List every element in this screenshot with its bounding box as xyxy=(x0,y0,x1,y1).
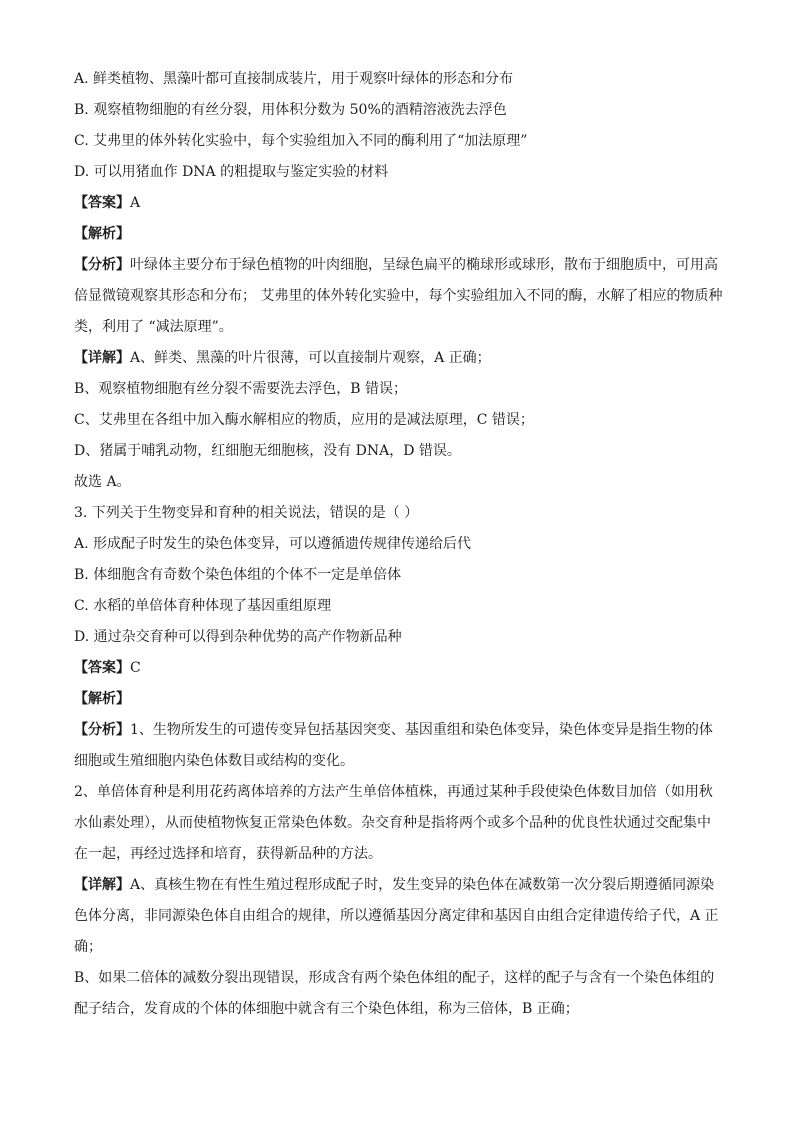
fenxi-line: 倍显微镜观察其形态和分布； 艾弗里的体外转化实验中，每个实验组加入不同的酶，水解了相应的物质种 xyxy=(74,288,723,304)
answer-value: C xyxy=(130,660,141,676)
answer-tag: 【答案】 xyxy=(74,660,130,676)
answer-value: A xyxy=(130,195,141,211)
xiangjie-line: 配子结合，发育成的个体的体细胞中就含有三个染色体组，称为三倍体，B 正确； xyxy=(74,1001,579,1017)
xiangjie-line: B、观察植物细胞有丝分裂不需要洗去浮色，B 错误； xyxy=(74,381,408,397)
q3-analysis-heading: 【解析】 xyxy=(74,691,130,707)
fenxi-line: 2、单倍体育种是利用花药离体培养的方法产生单倍体植株，再通过某种手段使染色体数目加倍（如用秋 xyxy=(74,784,713,800)
fenxi-tag: 【分析】 xyxy=(74,257,130,273)
q3-fenxi xyxy=(74,715,724,870)
xiangjie-line: C、艾弗里在各组中加入酶水解相应的物质，应用的是减法原理，C 错误； xyxy=(74,412,534,428)
q2-analysis-heading: 【解析】 xyxy=(74,226,130,242)
fenxi-line: 水仙素处理），从而使植物恢复正常染色体数。杂交育种是指将两个或多个品种的优良性状通过交配集中 xyxy=(74,815,711,831)
fenxi-line: 1、生物所发生的可遗传变异包括基因突变、基因重组和染色体变异，染色体变异是指生物的体 xyxy=(130,722,713,738)
xiangjie-line: D、猪属于哺乳动物，红细胞无细胞核，没有 DNA，D 错误。 xyxy=(74,443,461,459)
q3-xiangjie xyxy=(74,870,724,1025)
fenxi-tag: 【分析】 xyxy=(74,722,130,738)
fenxi-line: 细胞或生殖细胞内染色体数目或结构的变化。 xyxy=(74,753,354,769)
xiangjie-line: 色体分离，非同源染色体自由组合的规律，所以遵循基因分离定律和基因自由组合定律遗传给子代，A 正 xyxy=(74,908,719,924)
q3-options xyxy=(74,529,724,653)
q3-option-d: D. 通过杂交育种可以得到杂种优势的高产作物新品种 xyxy=(74,629,402,645)
q2-option-b: B. 观察植物细胞的有丝分裂，用体积分数为 50%的酒精溶液洗去浮色 xyxy=(74,102,507,118)
xiangjie-line: A、真核生物在有性生殖过程形成配子时，发生变异的染色体在减数第一次分裂后期遵循同源染 xyxy=(130,877,715,893)
q2-option-d: D. 可以用猪血作 DNA 的粗提取与鉴定实验的材料 xyxy=(74,164,389,180)
xiangjie-tag: 【详解】 xyxy=(74,350,130,366)
q2-xiangjie xyxy=(74,343,724,498)
fenxi-line: 叶绿体主要分布于绿色植物的叶肉细胞，呈绿色扁平的椭球形或球形，散布于细胞质中，可用高 xyxy=(130,257,718,273)
xiangjie-line: 确； xyxy=(74,939,102,955)
xiangjie-line: B、如果二倍体的减数分裂出现错误，形成含有两个染色体组的配子，这样的配子与含有一个染色体组的 xyxy=(74,970,715,986)
q2-option-a: A. 鲜类植物、黑藻叶都可直接制成装片，用于观察叶绿体的形态和分布 xyxy=(74,71,514,87)
q3-option-c: C. 水稻的单倍体育种体现了基因重组原理 xyxy=(74,598,332,614)
document-page xyxy=(74,64,724,1025)
q3-option-a: A. 形成配子时发生的染色体变异，可以遵循遗传规律传递给后代 xyxy=(74,536,472,552)
fenxi-line: 类，利用了 “减法原理”。 xyxy=(74,319,233,335)
fenxi-line: 在一起，再经过选择和培育，获得新品种的方法。 xyxy=(74,846,382,862)
conclusion-line: 故选 A。 xyxy=(74,474,131,490)
xiangjie-line: A、鲜类、黑藻的叶片很薄，可以直接制片观察，A 正确； xyxy=(130,350,491,366)
q2-fenxi xyxy=(74,250,724,343)
q3-option-b: B. 体细胞含有奇数个染色体组的个体不一定是单倍体 xyxy=(74,567,402,583)
q2-options xyxy=(74,64,724,188)
answer-tag: 【答案】 xyxy=(74,195,130,211)
q3-answer xyxy=(74,653,724,684)
q2-option-c: C. 艾弗里的体外转化实验中，每个实验组加入不同的酶利用了“加法原理” xyxy=(74,133,528,149)
q3-stem: 3. 下列关于生物变异和育种的相关说法，错误的是（ ） xyxy=(74,505,419,521)
q2-answer xyxy=(74,188,724,219)
xiangjie-tag: 【详解】 xyxy=(74,877,130,893)
